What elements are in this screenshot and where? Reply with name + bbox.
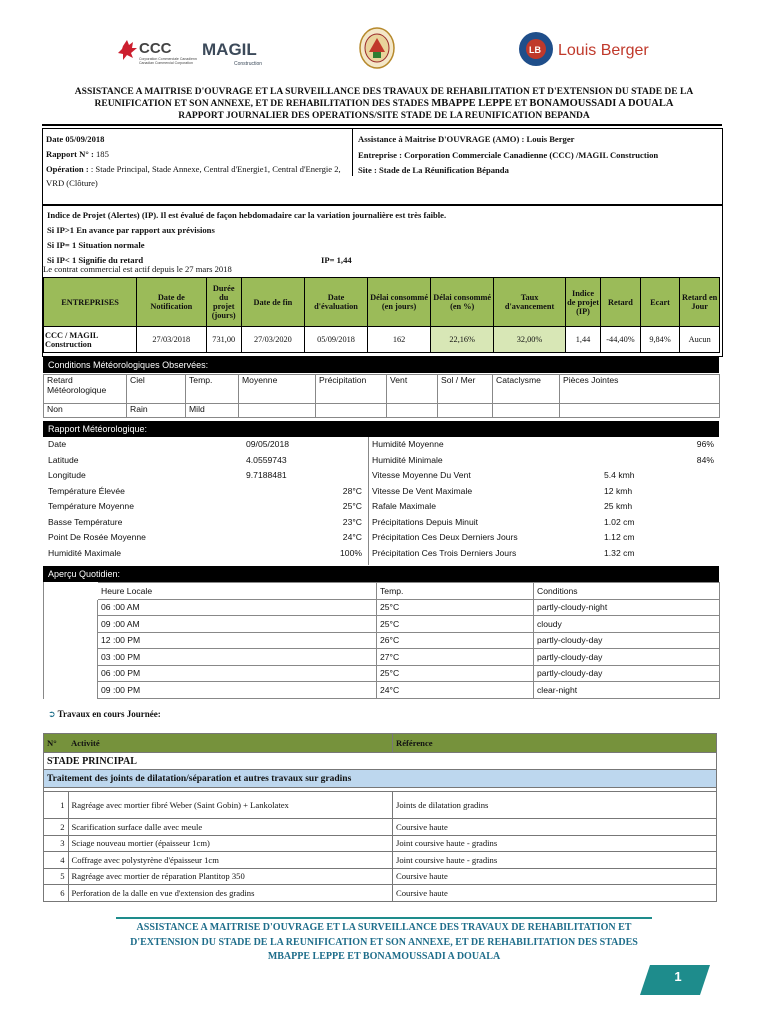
- ent-cell-evaluation: 05/09/2018: [304, 327, 367, 353]
- apercu-row: [44, 665, 720, 682]
- meteo-value: 1.02 cm: [604, 516, 635, 527]
- ent-cell-ecart: 9,84%: [640, 327, 680, 353]
- ip-line-1: Indice de Projet (Alertes) (IP). Il est évalué de façon hebdomadaire car la variation journalière est très faible.: [47, 210, 447, 220]
- travaux-cell-reference: Joint coursive haute - gradins: [393, 835, 717, 852]
- rapport-meteo-title: Rapport Météorologique:: [43, 421, 719, 437]
- header-line-2a: REUNIFICATION ET SON ANNEXE, ET DE REHABILITATION DES STADES: [94, 99, 432, 109]
- meteo-value: 1.12 cm: [604, 532, 635, 542]
- meteo-label: Précipitations Depuis Minuit: [372, 516, 479, 527]
- cond-col-sol-mer: Sol / Mer: [438, 375, 493, 404]
- ent-col-notification: Date de Notification: [137, 278, 207, 327]
- apercu-cell-temp: 24°C: [377, 682, 534, 699]
- report-number-value: 185: [93, 149, 109, 159]
- meteo-value: 25 kmh: [604, 501, 633, 511]
- travaux-body: [44, 792, 717, 902]
- header-line-2b: MBAPPE LEPPE: [431, 98, 513, 109]
- cond-cell-moyenne: [239, 404, 316, 418]
- footer-title: [80, 921, 688, 965]
- travaux-cell-reference: Coursive haute: [393, 819, 717, 836]
- apercu-cell-temp: 25°C: [377, 599, 534, 616]
- cond-col-moyenne: Moyenne: [239, 375, 316, 404]
- ent-cell-delai-jours: 162: [368, 327, 431, 353]
- travaux-cell-no: 6: [44, 885, 69, 902]
- ent-col-ecart: Ecart: [640, 278, 680, 327]
- cond-col-retard: Retard Météorologique: [44, 375, 127, 404]
- meteo-value: 25°C: [342, 501, 362, 511]
- ent-cell-delai-pct: 22,16%: [431, 327, 494, 353]
- cond-cell-vent: [387, 404, 438, 418]
- footer-line-3: MBAPPE LEPPE ET BONAMOUSSADI A DOUALA: [267, 951, 501, 962]
- ent-col-delai-jours: Délai consommé (en jours): [368, 278, 431, 327]
- travaux-cell-no: 1: [44, 792, 69, 819]
- meteo-right-list: [372, 437, 716, 561]
- apercu-cell-conditions: partly-cloudy-day: [534, 665, 720, 682]
- ent-col-duree: Durée du projet (jours): [206, 278, 241, 327]
- meteo-label: Humidité Minimale: [372, 454, 443, 465]
- government-seal-logo: [358, 26, 396, 70]
- louis-berger-logo: [516, 30, 652, 68]
- report-date: Date 05/09/2018: [46, 134, 105, 144]
- ent-cell-ip: 1,44: [565, 327, 600, 353]
- meteo-label: Précipitation Ces Trois Derniers Jours: [372, 547, 517, 558]
- apercu-cell-conditions: partly-cloudy-day: [534, 632, 720, 649]
- travaux-cell-activite: Ragréage avec mortier de réparation Plantitop 350: [68, 868, 393, 885]
- apercu-spacer-cell: [44, 682, 98, 699]
- ip-line-2: Si IP>1 En avance par rapport aux prévisions: [47, 225, 215, 235]
- apercu-row: [44, 616, 720, 633]
- meteo-left-row: [48, 499, 364, 515]
- meteo-label: Latitude: [48, 454, 79, 465]
- apercu-row: [44, 649, 720, 666]
- meteo-right-row: [372, 453, 716, 469]
- travaux-row: [44, 835, 717, 852]
- meteo-divider: [368, 437, 369, 565]
- meteo-value: 09/05/2018: [246, 439, 290, 449]
- travaux-row: [44, 819, 717, 836]
- lb-logo-text: Louis Berger: [558, 42, 649, 59]
- cond-col-ciel: Ciel: [127, 375, 186, 404]
- ip-line-3: Si IP= 1 Situation normale: [47, 240, 145, 250]
- ip-value: IP= 1,44: [321, 255, 352, 265]
- travaux-cell-no: 5: [44, 868, 69, 885]
- operation-value: : Stade Principal, Stade Annexe, Central d'Energie1, Central d'Energie 2, VRD (Clôture): [46, 164, 341, 188]
- amo-line: Assistance à Maitrise D'OUVRAGE (AMO) : Louis Berger: [358, 134, 575, 144]
- cond-cell-retard: Non: [44, 404, 127, 418]
- meteo-right-row: [372, 499, 716, 515]
- meteo-value: 5.4 kmh: [604, 470, 635, 480]
- apercu-cell-heure: 06 :00 PM: [98, 665, 377, 682]
- meteo-label: Rafale Maximale: [372, 501, 436, 511]
- conditions-title: Conditions Météorologiques Observées:: [43, 357, 719, 373]
- ent-cell-entreprise: CCC / MAGIL Construction: [44, 327, 137, 353]
- meteo-value: 96%: [696, 439, 714, 449]
- ent-col-entreprises: ENTREPRISES: [44, 278, 137, 327]
- ent-cell-retard: -44,40%: [601, 327, 641, 353]
- meteo-right-row: [372, 515, 716, 531]
- meteo-left-list: [48, 437, 364, 561]
- cond-col-cataclysme: Cataclysme: [493, 375, 560, 404]
- travaux-table: [43, 733, 717, 902]
- meteo-label: Date: [48, 439, 67, 449]
- apercu-cell-heure: 09 :00 PM: [98, 682, 377, 699]
- travaux-col-activite: Activité: [68, 734, 393, 753]
- apercu-cell-conditions: cloudy: [534, 616, 720, 633]
- travaux-cell-reference: Joint coursive haute - gradins: [393, 852, 717, 869]
- ent-cell-duree: 731,00: [206, 327, 241, 353]
- meteo-value: 9.7188481: [246, 470, 287, 480]
- apercu-cell-heure: 12 :00 PM: [98, 632, 377, 649]
- cond-cell-pieces: [560, 404, 720, 418]
- travaux-cell-no: 3: [44, 835, 69, 852]
- report-number-label: Rapport N° :: [46, 149, 94, 159]
- ent-cell-fin: 27/03/2020: [241, 327, 304, 353]
- ent-col-fin: Date de fin: [241, 278, 304, 327]
- meteo-label: Vitesse Moyenne Du Vent: [372, 470, 471, 480]
- entreprise-line: Entreprise : Corporation Commerciale Canadienne (CCC) /MAGIL Construction: [358, 149, 659, 160]
- page-number: 1: [674, 969, 682, 984]
- travaux-row: [44, 885, 717, 902]
- apercu-table: [43, 582, 720, 699]
- apercu-cell-temp: 26°C: [377, 632, 534, 649]
- report-number: [46, 147, 346, 162]
- footer-rule: [116, 917, 652, 919]
- meteo-label: Température Élevée: [48, 485, 125, 496]
- meteo-label: Humidité Maximale: [48, 547, 122, 558]
- apercu-cell-conditions: clear-night: [534, 682, 720, 699]
- meteo-value: 24°C: [342, 532, 362, 542]
- apercu-cell-temp: 25°C: [377, 665, 534, 682]
- ent-col-taux: Taux d'avancement: [494, 278, 566, 327]
- travaux-cell-reference: Coursive haute: [393, 868, 717, 885]
- meteo-value: 1.32 cm: [604, 547, 635, 558]
- apercu-spacer-cell: [44, 649, 98, 666]
- meteo-left-row: [48, 453, 364, 469]
- meteo-left-row: [48, 530, 364, 546]
- apercu-cell-conditions: partly-cloudy-day: [534, 649, 720, 666]
- meteo-right-row: [372, 530, 716, 546]
- meteo-value: 28°C: [342, 485, 362, 496]
- magil-logo: [200, 36, 270, 70]
- apercu-spacer-cell: [44, 632, 98, 649]
- ent-cell-notification: 27/03/2018: [137, 327, 207, 353]
- meteo-label: Basse Température: [48, 516, 123, 527]
- meteo-left-row: [48, 484, 364, 500]
- report-header: [40, 86, 728, 122]
- travaux-subsection: Traitement des joints de dilatation/séparation et autres travaux sur gradins: [44, 770, 717, 788]
- info-divider: [352, 128, 353, 176]
- meteo-label: Vitesse De Vent Maximale: [372, 485, 473, 496]
- meteo-left-row: [48, 437, 364, 453]
- apercu-cell-temp: 25°C: [377, 616, 534, 633]
- meteo-right-row: [372, 437, 716, 453]
- ccc-logo-sub1: Corporation Commerciale Canadienne: [139, 57, 197, 61]
- ent-col-ip: Indice de projet (IP): [565, 278, 600, 327]
- travaux-col-reference: Référence: [393, 734, 717, 753]
- meteo-right-row: [372, 546, 716, 562]
- meteo-value: 23°C: [342, 516, 362, 527]
- ccc-logo: [117, 36, 197, 70]
- travaux-cell-activite: Ragréage avec mortier fibré Weber (Saint Gobin) + Lankolatex: [68, 792, 393, 819]
- apercu-col-conditions: Conditions: [534, 583, 720, 600]
- apercu-cell-heure: 09 :00 AM: [98, 616, 377, 633]
- apercu-cell-heure: 03 :00 PM: [98, 649, 377, 666]
- meteo-value: 100%: [340, 547, 362, 558]
- ip-explanation: [47, 208, 717, 268]
- meteo-right-row: [372, 468, 716, 484]
- apercu-cell-temp: 27°C: [377, 649, 534, 666]
- ent-col-retard: Retard: [601, 278, 641, 327]
- info-right: [358, 132, 720, 179]
- apercu-title: Aperçu Quotidien:: [43, 566, 719, 582]
- meteo-label: Température Moyenne: [48, 501, 134, 511]
- cond-cell-ciel: Rain: [127, 404, 186, 418]
- travaux-cell-no: 4: [44, 852, 69, 869]
- header-line-2c: ET: [512, 99, 530, 109]
- apercu-spacer: [44, 583, 98, 600]
- meteo-left-row: [48, 515, 364, 531]
- travaux-heading: [48, 709, 161, 720]
- header-line-3: RAPPORT JOURNALIER DES OPERATIONS/SITE STADE DE LA REUNIFICATION BEPANDA: [178, 111, 590, 121]
- meteo-left-row: [48, 468, 364, 484]
- footer-line-2: D'EXTENSION DU STADE DE LA REUNIFICATION ET SON ANNEXE, ET DE REHABILITATION DES STADES: [130, 936, 638, 948]
- apercu-col-temp: Temp.: [377, 583, 534, 600]
- contract-note: Le contrat commercial est actif depuis le 27 mars 2018: [43, 264, 232, 274]
- site-line: Site : Stade de La Réunification Bépanda: [358, 165, 509, 175]
- ccc-logo-sub2: Canadian Commercial Corporation: [139, 61, 193, 65]
- travaux-row: [44, 852, 717, 869]
- travaux-row: [44, 868, 717, 885]
- travaux-cell-activite: Scarification surface dalle avec meule: [68, 819, 393, 836]
- lb-badge-text: LB: [529, 45, 541, 55]
- apercu-cell-conditions: partly-cloudy-night: [534, 599, 720, 616]
- travaux-title: Travaux en cours Journée:: [57, 709, 161, 719]
- magil-logo-sub: Construction: [234, 61, 263, 67]
- arrow-icon: ➲: [48, 710, 56, 720]
- travaux-cell-reference: Coursive haute: [393, 885, 717, 902]
- cond-col-pieces: Pièces Jointes: [560, 375, 720, 404]
- header-line-1: ASSISTANCE A MAITRISE D'OUVRAGE ET LA SURVEILLANCE DES TRAVAUX DE REHABILITATION ET D'EXTENSION DU STADE DE LA: [74, 87, 694, 97]
- ent-cell-taux: 32,00%: [494, 327, 566, 353]
- header-rule: [42, 124, 722, 126]
- apercu-spacer-cell: [44, 616, 98, 633]
- cond-cell-temp: Mild: [186, 404, 239, 418]
- entreprises-table: [43, 277, 720, 353]
- cond-col-vent: Vent: [387, 375, 438, 404]
- meteo-right-row: [372, 484, 716, 500]
- cond-col-temp: Temp.: [186, 375, 239, 404]
- travaux-cell-no: 2: [44, 819, 69, 836]
- apercu-row: [44, 599, 720, 616]
- apercu-spacer-cell: [44, 665, 98, 682]
- ip-line-4: Si IP< 1 Signifie du retard: [47, 255, 144, 265]
- cond-cell-sol-mer: [438, 404, 493, 418]
- travaux-col-no: N°: [44, 734, 69, 753]
- footer-line-1: ASSISTANCE A MAITRISE D'OUVRAGE ET LA SURVEILLANCE DES TRAVAUX DE REHABILITATION ET: [136, 922, 632, 933]
- apercu-col-heure: Heure Locale: [98, 583, 377, 600]
- meteo-label: Point De Rosée Moyenne: [48, 532, 146, 542]
- travaux-section: STADE PRINCIPAL: [44, 753, 717, 770]
- meteo-left-row: [48, 546, 364, 562]
- ccc-logo-text: CCC: [139, 40, 172, 57]
- apercu-row: [44, 632, 720, 649]
- ent-col-retard-jour: Retard en Jour: [680, 278, 720, 327]
- operation-label: Opération :: [46, 164, 89, 174]
- info-left: [46, 132, 346, 190]
- header-line-2d: BONAMOUSSADI A DOUALA: [529, 98, 674, 109]
- ent-col-evaluation: Date d'évaluation: [304, 278, 367, 327]
- conditions-table: [43, 374, 720, 418]
- travaux-cell-reference: Joints de dilatation gradins: [393, 792, 717, 819]
- meteo-label: Longitude: [48, 470, 86, 480]
- cond-col-precipitation: Précipitation: [316, 375, 387, 404]
- apercu-body: [44, 599, 720, 698]
- cond-cell-precipitation: [316, 404, 387, 418]
- ent-col-delai-pct: Délai consommé (en %): [431, 278, 494, 327]
- cond-cell-cataclysme: [493, 404, 560, 418]
- meteo-value: 12 kmh: [604, 485, 633, 496]
- ent-cell-retard-jour: Aucun: [680, 327, 720, 353]
- meteo-value: 4.0559743: [246, 454, 287, 465]
- apercu-spacer-cell: [44, 599, 98, 616]
- header-line-2: [40, 98, 728, 110]
- apercu-row: [44, 682, 720, 699]
- travaux-cell-activite: Coffrage avec polystyrène d'épaisseur 1cm: [68, 852, 393, 869]
- meteo-value: 84%: [696, 454, 714, 465]
- apercu-cell-heure: 06 :00 AM: [98, 599, 377, 616]
- meteo-label: Humidité Moyenne: [372, 439, 444, 449]
- travaux-cell-activite: Perforation de la dalle en vue d'extension des gradins: [68, 885, 393, 902]
- travaux-row: [44, 792, 717, 819]
- meteo-label: Précipitation Ces Deux Derniers Jours: [372, 532, 518, 542]
- magil-logo-text: MAGIL: [202, 40, 257, 59]
- report-operation: [46, 162, 346, 190]
- travaux-cell-activite: Sciage nouveau mortier (épaisseur 1cm): [68, 835, 393, 852]
